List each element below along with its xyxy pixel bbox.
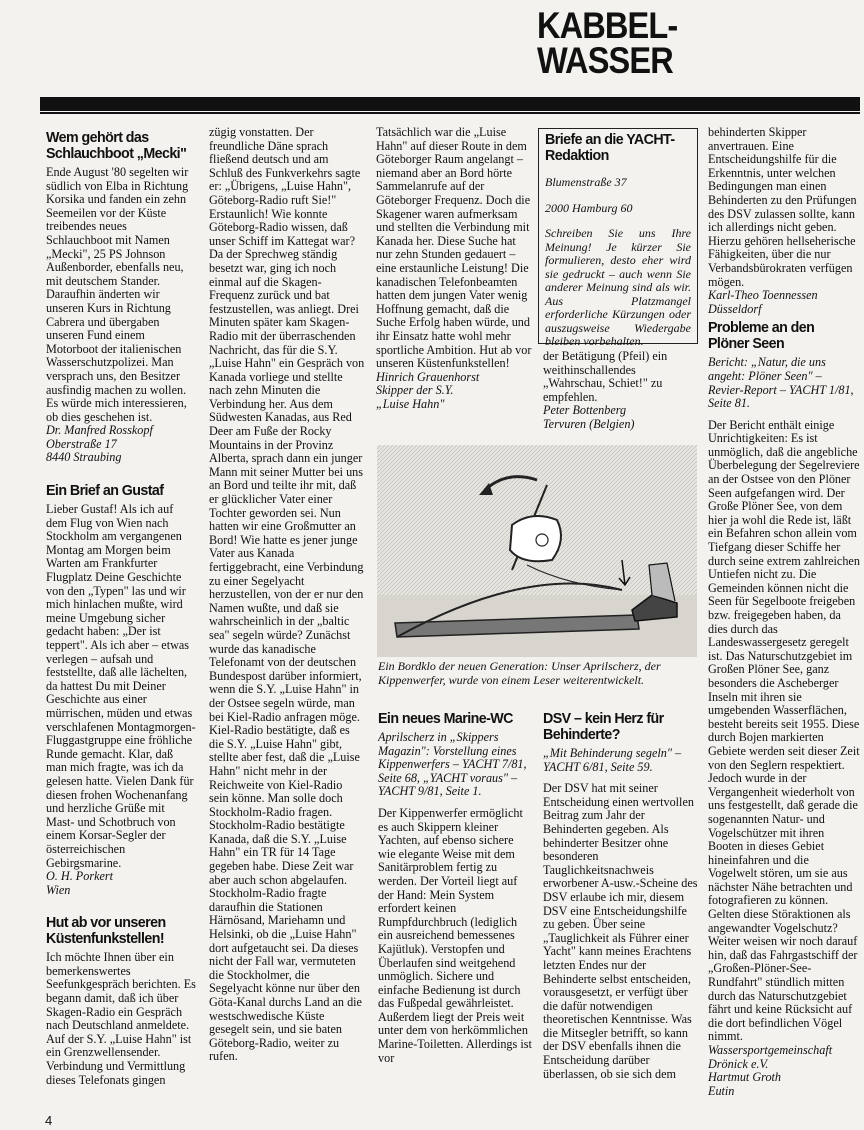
- article-body-ploener-seen: Der Bericht enthält einige Unrichtigkeiten: Es ist unmöglich, daß die angebliche Überbelegung der Segelreviere an der Ostsee von den Plöner Seen aufgefangen wird. Der Große Plöner See, von dem hier ja wohl die Rede ist, läßt ein Befahren schon allein vom Tiefgang dieser Schiffe her durch seine extrem zahlreichen Untiefen nicht zu. Die Gemeinden können nicht die Seen für Segelboote freigeben bzw. freigegeben haben, da dies durch das Landeswassergesetz geregelt ist. Das Naturschutzgebiet im Großen Plöner See, ganz besonders die Ascheberger Inseln mit ihren sie umgebenden Wasserflächen, besteht bereits seit 1955. Diese durch Bojen markierten Gebiete werden seit dieser Zeit von den Seglern respektiert. Jedoch wurde in der Vergangenheit wiederholt von uns festgestellt, daß gerade die sogenannten Natur- und Vogelschützer mit ihren Booten in dieses Gebiet hineinfahren und die Vogelwelt stören, um sie aus nächster Nähe betrachten und fotografieren zu können. Gelten diese Störaktionen als angewandter Vogelschutz? Weiter weisen wir noch darauf hin, daß das Fahrgastschiff der „Großen-Plöner-See-Rundfahrt" stündlich mitten durch das Naturschutzgebiet fährt und keine Rücksicht auf die dort befindlichen Vögel nimmt.: [708, 417, 860, 1044]
- article-body-mecki: Ende August '80 segelten wir südlich von Elba in Richtung Korsika und fanden ein zehn Seemeilen vor der Küste treibendes neues Schlauchboot mit Namen „Mecki", 25 PS Johnson Außenborder, ebenfalls neu, mit deutschem Stander. Daraufhin änderten wir unseren Kurs in Richtung Cabrera und übergaben unseren Fund einem Motorboot der italienischen Wasserschutzpolizei. Man versprach uns, den Besitzer ausfindig machen zu wollen. Es würde mich interessieren, ob dies geschehen ist.: [46, 165, 189, 424]
- column-5: [708, 126, 860, 1111]
- article-body-marine-wc: Der Kippenwerfer ermöglicht es auch Skippern kleiner Yachten, auf ebenso sichere wie elegante Weise mit dem Sanitärproblem fertig zu werden. Der Vorteil liegt auf der Hand: Mein System erfordert keinen Rumpfdurchbruch (lediglich ein ausreichend bemessenes Kajütluk). Verstopfen und Überlaufen sind weitgehend unmöglich. Sichere und einfache Bedienung ist durch das Fußpedal gewährleistet. Außerdem liegt der Preis weit unter dem von herkömmlichen Marine-Toiletten. Allerdings ist vor: [378, 805, 532, 1065]
- article-body-gustaf: Lieber Gustaf! Als ich auf dem Flug von Wien nach Stockholm am vergangenen Montag am Morgen beim Warten am Frankfurter Flugplatz Deine Geschichte von den „Typen" las und wir mich hinlachen mußte, wird meine Umgebung sicher gedacht haben: „Der ist teppert". Als ich aber – etwas verlegen – aufsah und feststellte, daß alle lächelten, da hattest Du mit Deiner Geschichte aus einer mürrischen, müden und etwas verschlafenen Montagmorgen-Fluggastgruppe eine fröhliche Runde gemacht. Klar, daß man mich fragte, was ich da gelesen hatte. Vielen Dank für diesen frohen Wochenanfang und herzliche Grüße mit Mast- und Schotbruch von einem Korsar-Segler der österreichischen Gebirgsmarine.: [46, 502, 196, 870]
- article-reference: Aprilscherz in „Skippers Magazin": Vorstellung eines Kippenwerfers – YACHT 7/81, Seite 68, „YACHT voraus" – YACHT 9/81, Seite 1.: [378, 730, 527, 799]
- article-title-gustaf: Ein Brief an Gustaf: [46, 482, 164, 500]
- signature-street: Oberstraße 17: [46, 436, 117, 451]
- article-title-marine-wc: Ein neues Marine-WC: [378, 710, 513, 727]
- article-body-dsv-cont: behinderten Skipper anvertrauen. Eine Entscheidungshilfe für die Erkenntnis, unter welchen Bedingungen man einen Behinderten zu den Prüfungen des DSV zulassen sollte, kann ich allerdings nicht geben. Hierzu gehören hellseherische Fähigkeiten, über die nur Verbandsbürokraten verfügen mögen.: [708, 126, 857, 289]
- article-body-kuestenfunk-cont: zügig vonstatten. Der freundliche Däne sprach fließend deutsch und am Schluß des Funkverkehrs sagte er: „Übrigens, „Luise Hahn", Göteborg-Radio ruft Sie!" Erstaunlich! Wie konnte Göteborg-Radio wissen, daß unser Schiff im Kattegat war? Da der Sprechweg ständig besetzt war, ging ich noch einmal auf die Skagen-Frequenz zurück und bat festzustellen, was anliegt. Drei Minuten später kam Skagen-Radio mit der überraschenden Nachricht, das für die S.Y. „Luise Hahn" ein Gespräch von Kanada vorliege und stellte nach zehn Minuten die Verbindung her. Aus dem Südwesten Kanadas, aus Red Deer am Fuße der Rocky Mountains in der Provinz Alberta, sprach dann ein junger Mann mit seiner Mutter bei uns an Bord und teilte ihr mit, daß er glücklicher Vater einer Tochter geworden sei. Nun hatten wir eine Großmutter an Bord! Wie hatte es jener junge Vater aus Kanada fertiggebracht, eine Verbindung zu einer Segelyacht herzustellen, von der er nur den Namen wußte, und daß sie wahrscheinlich in der „baltic sea" segeln würde? Zunächst wurde das kanadische Telefonamt von der deutschen Bundespost darüber informiert, wenn die S.Y. „Luise Hahn" in der Ostsee segeln würde, man bei Kiel-Radio anfragen möge. Kiel-Radio bestätigte, daß es die S.Y. „Luise Hahn" gibt, stellte aber fest, daß die „Luise Hahn" nicht mehr in der Reichweite von Kiel-Radio sein könne. Man solle doch Stockholm-Radio fragen. Stockholm-Radio bestätigte Kanada, daß die S.Y. „Luise Hahn" ein TR für 14 Tage gegeben habe. Diese Zeit war aber auch schon abgelaufen. Stockholm-Radio fragte daraufhin die Stationen Härnösand, Mariehamn und Helsinki, ob die „Luise Hahn" dort aufgetaucht sei. Da dieses nicht der Fall war, vermuteten die Stockholmer, die Segelyacht könne nur über den Göta-Kanal durchs Land an die westschwedische Küste gesegelt sein, und sie baten Göteborg-Radio, weiter zu rufen.: [209, 126, 365, 1064]
- masthead: [537, 5, 707, 81]
- column-4-bottom: [543, 707, 698, 1111]
- article-body-kuestenfunk-end: Tatsächlich war die „Luise Hahn" auf dieser Route in dem Göteborger Raum angelangt – niemand aber an Bord hörte Sammelanrufe auf der Göteborger Frequenz. Doch die Skagener waren aufmerksam und stellten die Verbindung mit Kanada her. Diese Suche hat nur zehn Stunden gedauert – eine erstaunliche Leistung! Die kanadischen Telefonbeamten hatten dem jungen Vater wenig Hoffnung gemacht, daß die Suche Erfolg haben würde, und ihr Einsatz hatte wohl mehr sportliche Ambition. Hut ab vor unseren Küstenfunkstellen!: [376, 126, 532, 371]
- signature-org-name: Drönick e.V.: [708, 1056, 769, 1071]
- signature-city: 8440 Straubing: [46, 450, 122, 465]
- signature-city: Düsseldorf: [708, 301, 762, 316]
- signature-city: Wien: [46, 882, 71, 897]
- header-rule: [40, 97, 860, 111]
- signature-name: O. H. Porkert: [46, 869, 114, 884]
- masthead-line2: WASSER: [537, 40, 673, 81]
- cartoon-illustration: [377, 445, 697, 657]
- editorial-address-city: 2000 Hamburg 60: [545, 200, 633, 215]
- signature-city: Eutin: [708, 1083, 735, 1098]
- column-4-top: [543, 350, 698, 440]
- column-2: [209, 126, 365, 1111]
- column-3-top: [376, 126, 532, 436]
- signature-org: Wassersportgemeinschaft: [708, 1043, 833, 1057]
- editorial-box: [538, 128, 698, 348]
- signature-name: Karl-Theo Toennessen: [708, 288, 818, 303]
- article-body-kuestenfunk: Ich möchte Ihnen über ein bemerkenswertes Seefunkgespräch berichten. Es begann damit, daß ich über Skagen-Radio ein Gespräch nach Deutschland anmeldete. Auf der S.Y. „Luise Hahn" ist ein Grenzwellensender. Verbindung und Vermittlung dieses Telefonats gingen: [46, 950, 196, 1087]
- signature-name: Hinrich Grauenhorst: [376, 369, 480, 384]
- article-reference: „Mit Behinderung segeln" – YACHT 6/81, Seite 59.: [543, 746, 682, 774]
- signature-name: Peter Bottenberg: [543, 403, 627, 418]
- editorial-address-street: Blumenstraße 37: [545, 175, 627, 189]
- article-body-dsv: Der DSV hat mit seiner Entscheidung einen wertvollen Beitrag zum Jahr der Behinderten gegeben. Als behinderter Besitzer ohne besonderen Tauglichkeitsnachweis erworbener A-usw.-Scheine des DSV erlaube ich mir, diesem DSV eine Entscheidungshilfe zu geben. Über seine „Tauglichkeit als Führer einer Yacht" kann meines Erachtens letzten Endes nur der Behinderte selbst entscheiden, vorausgesetzt, er verfügt über die dafür notwendigen theoretischen Kenntnisse. Was die Mitsegler betrifft, so kann der DSV ebenfalls ihnen die Entscheidung darüber überlassen, ob sie sich dem: [543, 781, 698, 1081]
- column-3-bottom: [378, 707, 532, 1111]
- article-title-dsv: DSV – kein Herz für Behinderte?: [543, 710, 664, 743]
- figure-caption: Ein Bordklo der neuen Generation: Unser Aprilscherz, der Kippenwerfer, wurde von einem Leser weiterentwickelt.: [378, 659, 661, 687]
- article-title-ploener-seen: Probleme an den Plöner Seen: [708, 319, 815, 353]
- article-title-mecki: Wem gehört das Schlauchboot „Mecki": [46, 129, 187, 162]
- signature-role: Skipper der S.Y.: [376, 383, 454, 398]
- kippenwerfer-drawing: [377, 445, 697, 657]
- signature-city: Tervuren (Belgien): [543, 416, 635, 431]
- article-reference: Bericht: „Natur, die uns angeht: Plöner Seen" – Revier-Report – YACHT 1/81, Seite 81.: [708, 355, 854, 411]
- page-number: 4: [45, 1113, 53, 1128]
- column-1: [46, 126, 196, 1111]
- editorial-box-text: Schreiben Sie uns Ihre Meinung! Je kürzer Sie formulieren, desto eher wird sie gedruckt – auch wenn Sie anderer Meinung sind als wir. Aus Platzmangel erforderliche Kürzungen oder auszugsweise Wiedergabe bleiben vorbehalten.: [545, 226, 691, 348]
- signature-name: Dr. Manfred Rosskopf: [46, 423, 153, 438]
- signature-name: Hartmut Groth: [708, 1070, 782, 1085]
- editorial-box-title: Briefe an die YACHT-Redaktion: [545, 131, 675, 164]
- article-title-kuestenfunk: Hut ab vor unseren Küstenfunkstellen!: [46, 914, 166, 948]
- masthead-line1: KABBEL-: [537, 5, 678, 46]
- signature-boat: „Luise Hahn": [376, 396, 445, 411]
- article-body-wc-end: der Betätigung (Pfeil) ein weithinschallendes „Wahrschau, Schiet!" zu empfehlen.: [543, 350, 668, 404]
